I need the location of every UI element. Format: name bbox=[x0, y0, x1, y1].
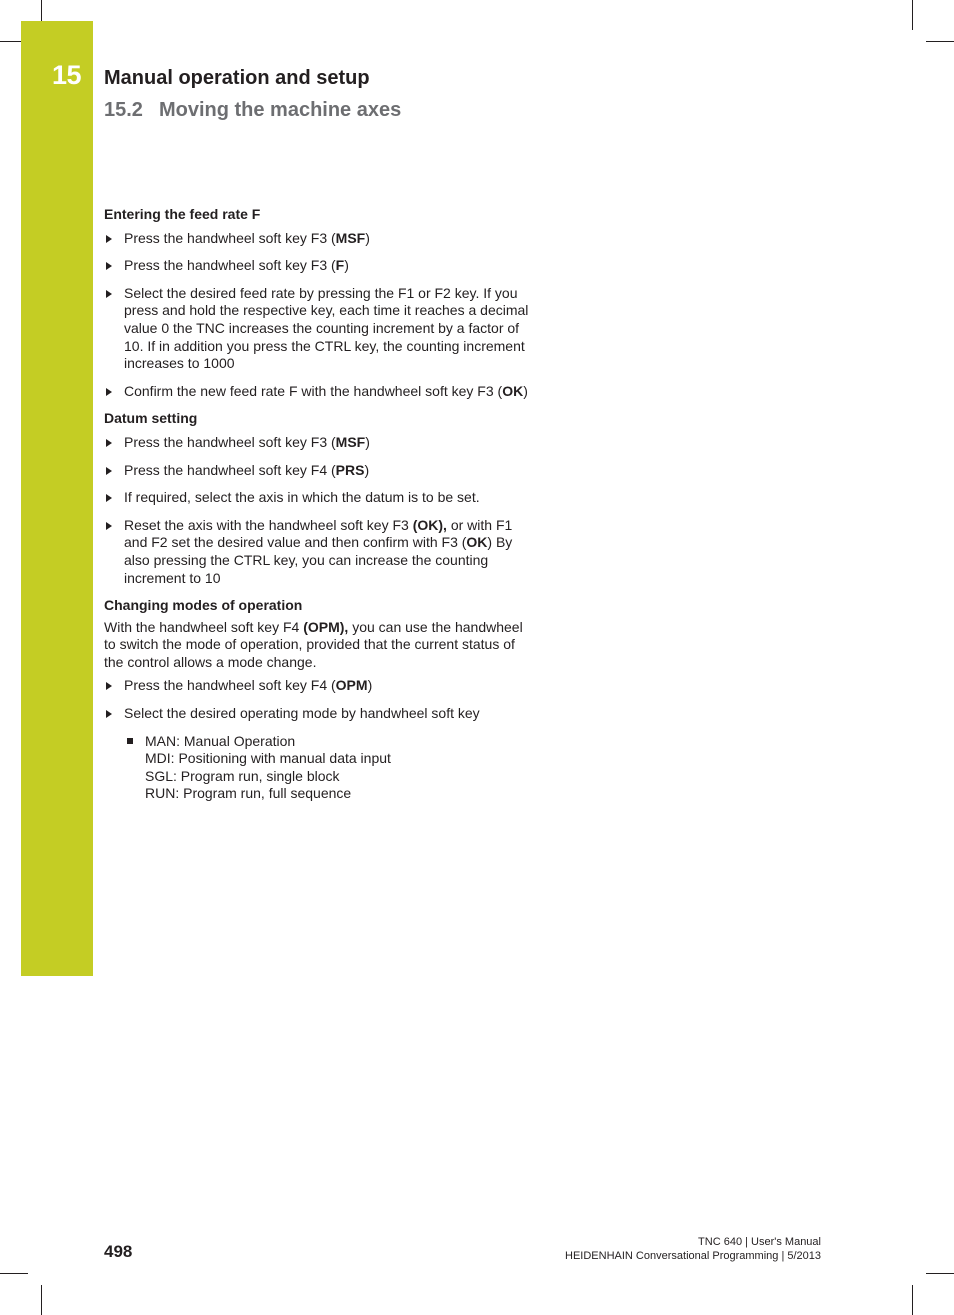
step-arrow-icon bbox=[106, 290, 112, 298]
step-text: ) bbox=[344, 257, 349, 274]
section-heading-datum: Datum setting bbox=[104, 410, 198, 427]
step-arrow-icon bbox=[106, 467, 112, 475]
step-arrow-icon bbox=[106, 262, 112, 270]
step-item bbox=[104, 285, 538, 373]
paragraph-text: you can use the handwheel to switch the mode of operation, provided that the current status of the control allows a mode change. bbox=[104, 618, 523, 670]
intro-paragraph bbox=[104, 619, 538, 672]
softkey-label: MSF bbox=[335, 433, 366, 450]
step-text: Select the desired feed rate by pressing the F1 or F2 key. If you press and hold the respective key, each time it reaches a decimal value 0 the TNC increases the counting increment by a factor of 10. If in addition you press the CTRL key, the counting increment increases to 1000 bbox=[124, 284, 529, 372]
section-number: 15.2 bbox=[104, 99, 143, 121]
step-text: Press the handwheel soft key F4 ( bbox=[124, 677, 336, 694]
step-list-feed-rate bbox=[104, 230, 538, 401]
mode-line: MAN: Manual Operation bbox=[145, 732, 296, 749]
step-item bbox=[104, 489, 538, 507]
step-text: ) By also pressing the CTRL key, you can increase the counting increment to 10 bbox=[124, 534, 513, 586]
step-arrow-icon bbox=[106, 235, 112, 243]
paragraph-text: With the handwheel soft key F4 bbox=[104, 618, 304, 635]
footer-line-programming: HEIDENHAIN Conversational Programming | 5/2013 bbox=[565, 1250, 821, 1262]
mode-line: RUN: Program run, full sequence bbox=[145, 785, 352, 802]
crop-mark bbox=[912, 1285, 913, 1315]
step-text: ) bbox=[367, 677, 373, 694]
step-text: ) bbox=[365, 433, 370, 450]
crop-mark bbox=[926, 1273, 954, 1274]
step-item bbox=[104, 517, 538, 587]
step-item bbox=[104, 257, 538, 275]
section-title bbox=[104, 99, 401, 122]
step-text: ) bbox=[365, 229, 370, 246]
step-text: Select the desired operating mode by handwheel soft key bbox=[124, 705, 480, 722]
step-arrow-icon bbox=[106, 682, 112, 690]
crop-mark bbox=[912, 0, 913, 30]
mode-list-item bbox=[104, 733, 538, 803]
crop-mark bbox=[41, 1285, 42, 1315]
step-item bbox=[104, 230, 538, 248]
step-arrow-icon bbox=[106, 494, 112, 502]
softkey-label: F bbox=[335, 257, 345, 274]
chapter-sidebar bbox=[21, 21, 93, 976]
step-text: ) bbox=[523, 382, 528, 399]
step-item bbox=[104, 383, 538, 401]
step-text: Press the handwheel soft key F3 ( bbox=[124, 433, 336, 450]
step-arrow-icon bbox=[106, 388, 112, 396]
section-heading-modes: Changing modes of operation bbox=[104, 597, 303, 614]
softkey-label: (OPM), bbox=[303, 618, 349, 635]
step-text: Press the handwheel soft key F3 ( bbox=[124, 257, 336, 274]
crop-mark bbox=[41, 0, 42, 21]
chapter-title: Manual operation and setup bbox=[104, 67, 370, 89]
softkey-label: PRS bbox=[335, 461, 365, 478]
step-item bbox=[104, 677, 538, 695]
step-text: or with F1 and F2 set the desired value and then confirm with F3 ( bbox=[124, 516, 513, 551]
step-text: ) bbox=[364, 461, 370, 478]
softkey-label: MSF bbox=[335, 229, 366, 246]
step-text: Press the handwheel soft key F4 ( bbox=[124, 461, 336, 478]
step-text: Confirm the new feed rate F with the handwheel soft key F3 ( bbox=[124, 382, 503, 399]
mode-line: SGL: Program run, single block bbox=[145, 767, 340, 784]
step-item bbox=[104, 705, 538, 723]
crop-mark bbox=[0, 1273, 28, 1274]
crop-mark bbox=[0, 41, 21, 42]
square-bullet-icon bbox=[127, 738, 133, 744]
chapter-number: 15 bbox=[52, 60, 82, 90]
footer-info bbox=[565, 1235, 821, 1263]
step-list-datum bbox=[104, 434, 538, 587]
crop-mark bbox=[926, 41, 954, 42]
section-title-text: Moving the machine axes bbox=[158, 99, 402, 121]
step-text: Press the handwheel soft key F3 ( bbox=[124, 229, 336, 246]
step-item bbox=[104, 462, 538, 480]
softkey-label: OPM bbox=[335, 677, 368, 694]
step-list-modes bbox=[104, 677, 538, 722]
page-number: 498 bbox=[104, 1242, 133, 1261]
softkey-label: OK bbox=[502, 382, 524, 399]
step-arrow-icon bbox=[106, 710, 112, 718]
footer-line-manual: TNC 640 | User's Manual bbox=[698, 1236, 821, 1248]
step-arrow-icon bbox=[106, 522, 112, 530]
softkey-label: OK bbox=[466, 534, 488, 551]
main-content bbox=[104, 206, 538, 803]
mode-line: MDI: Positioning with manual data input bbox=[145, 750, 391, 767]
step-arrow-icon bbox=[106, 439, 112, 447]
step-text: Reset the axis with the handwheel soft key F3 bbox=[124, 516, 413, 533]
section-heading-feed-rate: Entering the feed rate F bbox=[104, 206, 261, 222]
step-item bbox=[104, 434, 538, 452]
softkey-label: (OK), bbox=[412, 516, 447, 533]
step-text: If required, select the axis in which the datum is to be set. bbox=[124, 489, 480, 506]
